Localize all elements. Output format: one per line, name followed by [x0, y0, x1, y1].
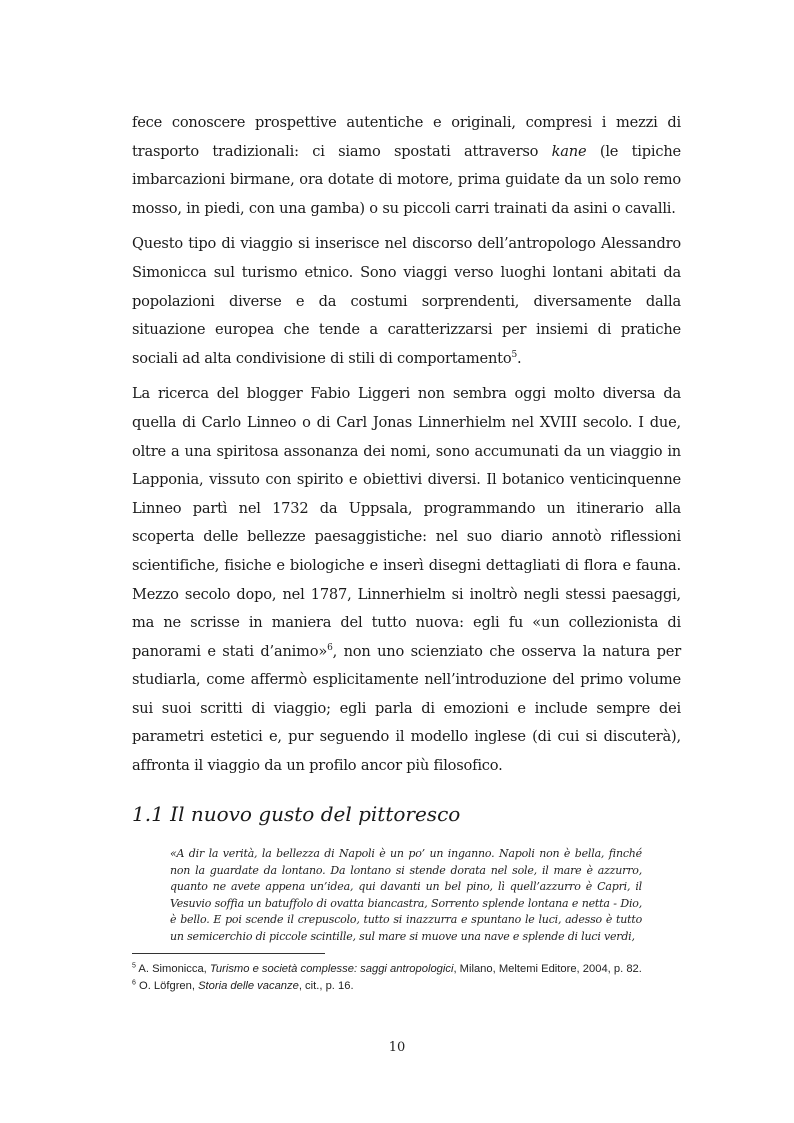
paragraph-2: Questo tipo di viaggio si inserisce nel discorso dell’antropologo Alessandro Simonicca sul turismo etnico. Sono viaggi verso luoghi lontani abitati da popolazioni diverse e da costumi sorprendenti, diversamente dalla situazione europea che tende a caratterizzarsi per insiemi di pratiche sociali ad alta condivisione di stili di comportamento$^5$. [132, 235, 681, 367]
block-quote: «A dir la verità, la bellezza di Napoli è un po’ un inganno. Napoli non è bella, finché non la guardate da lontano. Da lontano si stende dorata nel sole, il mare è azzurro, quanto ne avete appena un’idea, qui davanti un bel pino, lì quell’azzurro è Capri, il Vesuvio soffia un batuffolo di ovatta biancastra, Sorrento splende lontana e netta - Dio, è bello. E poi scende il crepuscolo, tutto si inazzurra e spuntano le luci, adesso è tutto un semicerchio di piccole scintille, sul mare si muove una nave e splende di luci verdi, [170, 847, 642, 943]
page-number: 10 [388, 1040, 406, 1055]
footnote-ref-6[interactable]: 6 [327, 642, 333, 653]
italic-term: kane [551, 142, 587, 160]
paragraph-1: fece conoscere prospettive autentiche e originali, compresi i mezzi di trasporto tradizionali: ci siamo spostati attraverso kane (le tipiche imbarcazioni birmane, ora dotate di motore, prima guidate da un solo remo mosso, in piedi, con una gamba) o su piccoli carri trainati da asini o cavalli. [132, 114, 681, 217]
footnotes [132, 961, 681, 995]
paragraph-3: La ricerca del blogger Fabio Liggeri non sembra oggi molto diversa da quella di Carlo Linneo o di Carl Jonas Linnerhielm nel XVIII secolo. I due, oltre a una spiritosa assonanza dei nomi, sono accumunati da un viaggio in Lapponia, vissuto con spirito e obiettivi diversi. Il botanico venticinquenne Linneo partì nel 1732 da Uppsala, programmando un itinerario alla scoperta delle bellezze paesaggistiche: nel suo diario annotò riflessioni scientifiche, fisiche e biologiche e inserì disegni dettagliati di flora e fauna. Mezzo secolo dopo, nel 1787, Linnerhielm si inoltrò negli stessi paesaggi, ma ne scrisse in maniera del tutto nuova: egli fu «un collezionista di panorami e stati d’animo»$^6$, non uno scienziato che osserva la natura per studiarla, come affermò esplicitamente nell’introduzione del primo volume sui suoi scritti di viaggio; egli parla di emozioni e include sempre dei parametri estetici e, pur seguendo il modello inglese (di cui si discuterà), affronta il viaggio da un profilo ancor più filosofico. [132, 385, 681, 775]
body-text [132, 109, 681, 788]
footnote-5: $^5$ A. Simonicca, Turismo e società complesse: saggi antropologici, Milano, Meltemi Editore, 2004, p. 82. [132, 962, 642, 975]
footnote-6: $^6$ O. Löfgren, Storia delle vacanze, cit., p. 16. [132, 979, 354, 992]
footnote-divider [132, 953, 325, 954]
section-heading: 1.1 Il nuovo gusto del pittoresco [132, 802, 461, 826]
footnote-ref-5[interactable]: 5 [511, 349, 517, 360]
